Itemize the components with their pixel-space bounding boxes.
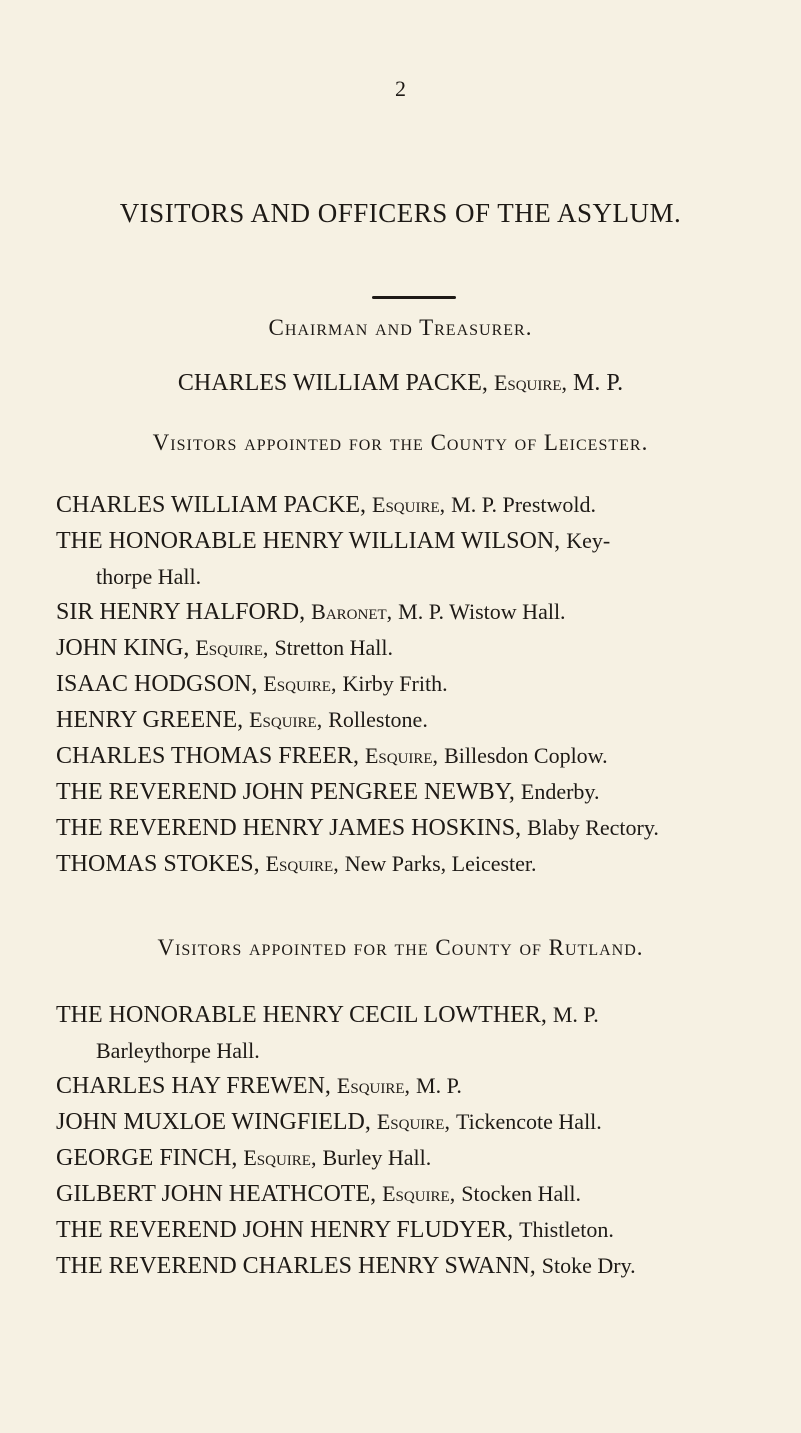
visitor-residence: M. P. xyxy=(416,1073,462,1098)
visitor-residence: New Parks, Leicester. xyxy=(344,851,537,876)
visitor-residence: Stocken Hall. xyxy=(461,1181,581,1206)
chairman-name-text: CHARLES WILLIAM PACKE, xyxy=(177,370,488,396)
visitor-residence: Tickencote Hall. xyxy=(455,1109,602,1134)
visitor-name: GEORGE FINCH, xyxy=(56,1145,238,1171)
chairman-heading: Chairman and Treasurer. xyxy=(268,315,533,340)
list-item xyxy=(56,997,776,1033)
visitor-name: THE REVEREND JOHN HENRY FLUDYER, xyxy=(56,1217,514,1243)
title-divider xyxy=(372,296,456,299)
visitor-residence: Key- xyxy=(566,528,611,553)
visitor-residence: M. P. Wistow Hall. xyxy=(398,599,566,624)
page-number: 2 xyxy=(395,76,406,101)
visitor-name: CHARLES THOMAS FREER, xyxy=(56,743,359,769)
visitor-residence: Kirby Frith. xyxy=(342,671,448,696)
list-item xyxy=(56,630,776,666)
leicester-heading: Visitors appointed for the County of Leicester. xyxy=(152,430,649,455)
visitor-title: Esquire, xyxy=(249,707,323,732)
visitor-residence: Billesdon Coplow. xyxy=(444,743,608,768)
visitor-title: Esquire, xyxy=(336,1073,411,1098)
visitor-residence: M. P. xyxy=(552,1002,599,1027)
visitor-continuation: thorpe Hall. xyxy=(96,564,202,589)
visitor-title: Esquire, xyxy=(382,1181,456,1206)
visitor-residence: M. P. Prestwold. xyxy=(451,492,596,517)
visitor-residence: Stoke Dry. xyxy=(541,1253,636,1278)
list-item xyxy=(56,1176,776,1212)
visitor-name: THE REVEREND CHARLES HENRY SWANN, xyxy=(56,1253,536,1279)
rutland-heading: Visitors appointed for the County of Rutland. xyxy=(157,935,644,960)
list-item xyxy=(56,487,776,523)
visitor-title: Esquire, xyxy=(195,635,269,660)
visitor-residence: Stretton Hall. xyxy=(274,635,393,660)
list-item xyxy=(56,738,776,774)
visitor-name: GILBERT JOHN HEATHCOTE, xyxy=(56,1181,377,1207)
visitor-title: Esquire, xyxy=(265,851,339,876)
visitor-residence: Enderby. xyxy=(520,779,600,804)
visitor-name: ISAAC HODGSON, xyxy=(56,671,258,697)
visitor-title: Esquire, xyxy=(372,492,446,517)
visitor-continuation: Barleythorpe Hall. xyxy=(96,1038,260,1063)
chairman-name xyxy=(0,370,801,397)
visitor-name: THE HONORABLE HENRY CECIL LOWTHER, xyxy=(56,1002,547,1028)
visitor-title: Baronet, xyxy=(311,599,393,624)
page-title: VISITORS AND OFFICERS OF THE ASYLUM. xyxy=(119,198,682,228)
visitor-residence: Blaby Rectory. xyxy=(527,815,659,840)
list-item xyxy=(56,1104,776,1140)
list-item xyxy=(56,1248,776,1284)
visitor-title: Esquire, xyxy=(263,671,337,696)
visitor-title: Esquire, xyxy=(243,1145,317,1170)
list-item xyxy=(56,846,776,882)
list-item xyxy=(56,1068,776,1104)
visitor-name: SIR HENRY HALFORD, xyxy=(56,599,306,625)
list-item xyxy=(56,810,776,846)
visitor-title: Esquire, xyxy=(364,743,439,768)
rutland-list xyxy=(56,997,776,1284)
chairman-suffix: M. P. xyxy=(573,370,624,396)
chairman-title: Esquire, xyxy=(493,370,568,395)
visitor-residence: Rollestone. xyxy=(328,707,428,732)
leicester-list xyxy=(56,487,776,882)
visitor-name: HENRY GREENE, xyxy=(56,707,244,733)
visitor-name: JOHN KING, xyxy=(56,635,190,661)
visitor-name: THE REVEREND JOHN PENGREE NEWBY, xyxy=(56,779,515,805)
visitor-name: THOMAS STOKES, xyxy=(56,851,260,877)
list-item xyxy=(56,523,776,559)
visitor-name: THE HONORABLE HENRY WILLIAM WILSON, xyxy=(56,528,561,554)
list-item xyxy=(56,702,776,738)
list-item xyxy=(56,1212,776,1248)
visitor-name: THE REVEREND HENRY JAMES HOSKINS, xyxy=(56,815,522,841)
visitor-title: Esquire, xyxy=(376,1109,450,1134)
list-item xyxy=(56,594,776,630)
list-item xyxy=(56,1140,776,1176)
list-item xyxy=(56,666,776,702)
visitor-residence: Burley Hall. xyxy=(322,1145,432,1170)
visitor-residence: Thistleton. xyxy=(519,1217,614,1242)
visitor-name: CHARLES WILLIAM PACKE, xyxy=(56,492,367,518)
visitor-name: CHARLES HAY FREWEN, xyxy=(56,1073,331,1099)
list-item xyxy=(56,774,776,810)
visitor-name: JOHN MUXLOE WINGFIELD, xyxy=(56,1109,371,1135)
